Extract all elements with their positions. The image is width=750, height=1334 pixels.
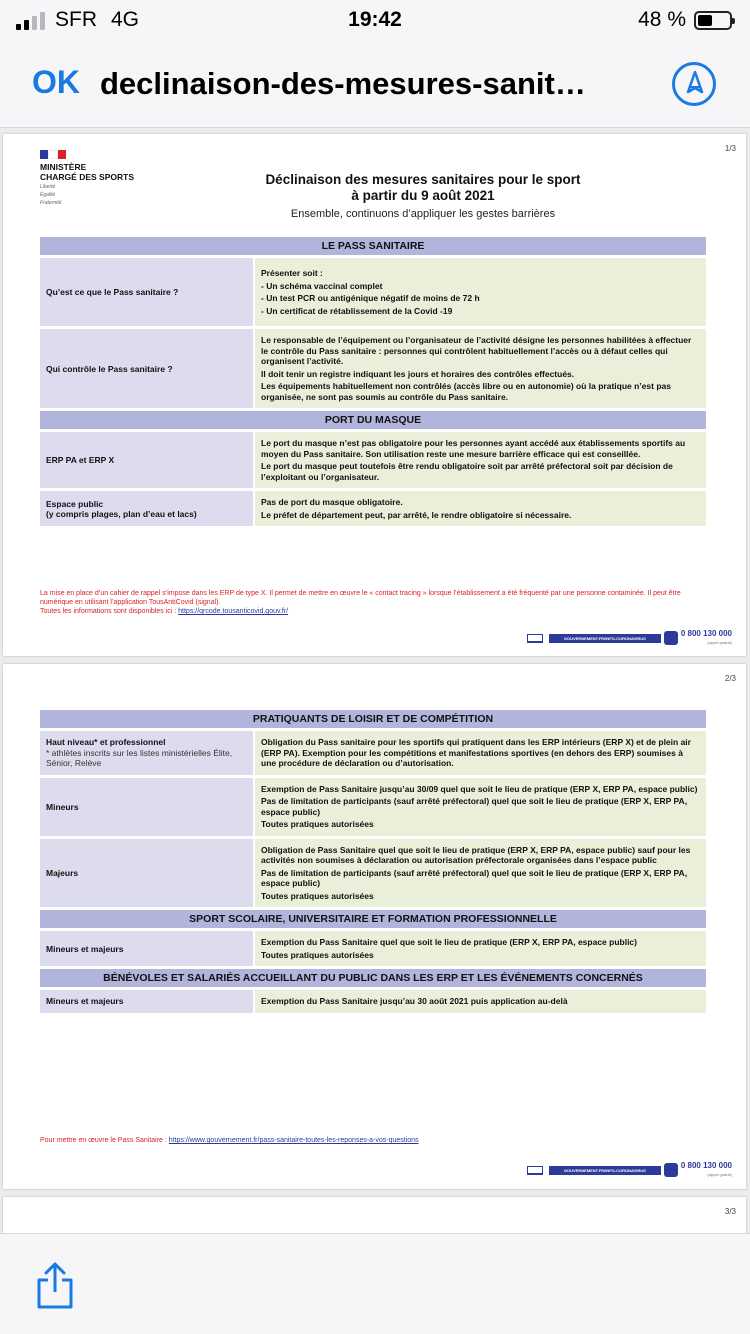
table-row: Qui contrôle le Pass sanitaire ? Le responsable de l’équipement ou l’organisateur de l’activité désigne les personnes habilitées à effectuer le contrôle du Pass sanitaire : personnes qui contrôlent habituellement l’accès ou à défaut celles qui organisent l’activité. Il doit tenir un registre indiquant les jours et horaires des contrôles effectués. Les équipements habituellement non contrôlés (accès libre ou en autonomie) où la pratique n’est pas organisée, ne sont pas soumis au contrôle du Pass sanitaire.	[40, 329, 706, 408]
navigation-bar	[0, 40, 750, 128]
contact-tracing-note: La mise en place d’un cahier de rappel s’impose dans les ERP de type X. Il permet de mettre en œuvre le « contact tracing » lorsque l’établissement a été fréquenté par une personne contaminée. Il peut être numérique en utilisant l’application TousAntiCovid (signal). Toutes les informations sont disponibles ici : https://qrcode.tousanticovid.gouv.fr/	[40, 590, 681, 615]
french-flag-icon	[40, 150, 66, 159]
table-row: Mineurs Exemption de Pass Sanitaire jusqu’au 30/09 quel que soit le lieu de pratique (ERP X, ERP PA, espace public) Pas de limitation de participants (sauf arrêté préfectoral) quel que soit le lieu de pratique (ERP X, ERP PA, espace public) Toutes pratiques autorisées	[40, 778, 706, 836]
bottom-toolbar	[0, 1233, 750, 1334]
ok-button[interactable]: OK	[32, 64, 80, 100]
ministry-logo: MINISTÈRE CHARGÉ DES SPORTS Liberté Égalité Fraternité	[40, 150, 160, 206]
table-row: Majeurs Obligation de Pass Sanitaire quel que soit le lieu de pratique (ERP X, ERP PA, espace public) sauf pour les activités non soumises à déclaration ou autorisation préfectorale organisées dans l’espace public Pas de limitation de participants (sauf arrêté préfectoral) quel que soit le lieu de pratique (ERP X, ERP PA, espace public) Toutes pratiques autorisées	[40, 839, 706, 908]
pass-sanitaire-table	[40, 234, 706, 529]
phone-icon	[664, 1163, 678, 1177]
section-header: LE PASS SANITAIRE	[40, 237, 706, 255]
section-header: PORT DU MASQUE	[40, 411, 706, 429]
network-type: 4G	[111, 8, 140, 31]
page-title: Déclinaison des mesures sanitaires pour le sport à partir du 9 août 2021	[265, 172, 581, 203]
section-header: SPORT SCOLAIRE, UNIVERSITAIRE ET FORMATION PROFESSIONNELLE	[40, 910, 706, 928]
table-row: Mineurs et majeurs Exemption du Pass Sanitaire jusqu’au 30 août 2021 puis application au-delà	[40, 990, 706, 1013]
practitioners-table	[40, 707, 706, 1016]
pdf-page-1	[3, 134, 746, 656]
phone-icon	[664, 631, 678, 645]
battery-percent: 48 %	[638, 8, 686, 31]
table-row: Qu’est ce que le Pass sanitaire ? Présenter soit : - Un schéma vaccinal complet - Un test PCR ou antigénique négatif de moins de 72 h - Un certificat de rétablissement de la Covid -19	[40, 258, 706, 326]
gov-banner: GOUVERNEMENT.FR/INFO-CORONAVIRUS 0 800 130 000 (appel gratuit)	[527, 1161, 732, 1179]
pdf-page-3	[3, 1197, 746, 1233]
pdf-viewer[interactable]	[0, 128, 750, 1233]
pdf-page-2	[3, 664, 746, 1189]
carrier-label: SFR	[55, 8, 97, 31]
section-header: PRATIQUANTS DE LOISIR ET DE COMPÉTITION	[40, 710, 706, 728]
table-row: Espace public (y compris plages, plan d’eau et lacs) Pas de port du masque obligatoire. Le préfet de département peut, par arrêté, le rendre obligatoire si nécessaire.	[40, 491, 706, 526]
status-bar	[0, 0, 750, 40]
table-row: ERP PA et ERP X Le port du masque n’est pas obligatoire pour les personnes ayant accédé aux établissements sportifs au moyen du Pass sanitaire. Son utilisation reste une mesure barrière efficace qui est conseillée. Le port du masque peut toutefois être rendu obligatoire soit par arrêté préfectoral soit par décision de l’exploitant ou l’organisateur.	[40, 432, 706, 488]
gouvernement-link[interactable]: https://www.gouvernement.fr/pass-sanitaire-toutes-les-reponses-a-vos-questions	[168, 1137, 419, 1144]
battery-icon	[694, 11, 732, 30]
document-title: declinaison-des-mesures-sanit…	[100, 66, 586, 101]
page-number: 1/3	[724, 144, 736, 153]
section-header: BÉNÉVOLES ET SALARIÉS ACCUEILLANT DU PUBLIC DANS LES ERP ET LES ÉVÉNEMENTS CONCERNÉS	[40, 969, 706, 987]
page-number: 3/3	[724, 1207, 736, 1216]
table-row: Mineurs et majeurs Exemption du Pass Sanitaire quel que soit le lieu de pratique (ERP X, ERP PA, espace public) Toutes pratiques autorisées	[40, 931, 706, 966]
tousanticovid-link[interactable]: https://qrcode.tousanticovid.gouv.fr/	[178, 608, 289, 615]
laptop-icon	[527, 1166, 543, 1175]
pass-sanitaire-note: Pour mettre en œuvre le Pass Sanitaire : https://www.gouvernement.fr/pass-sanitaire-toutes-les-reponses-a-vos-questions	[40, 1137, 419, 1144]
gov-banner: GOUVERNEMENT.FR/INFO-CORONAVIRUS 0 800 130 000 (appel gratuit)	[527, 629, 732, 647]
laptop-icon	[527, 634, 543, 643]
page-number: 2/3	[724, 674, 736, 683]
markup-pen-icon[interactable]	[672, 62, 716, 106]
share-icon[interactable]	[34, 1262, 76, 1315]
page-subtitle: Ensemble, continuons d’appliquer les gestes barrières	[290, 208, 556, 220]
clock: 19:42	[348, 8, 402, 31]
table-row: Haut niveau* et professionnel * athlètes inscrits sur les listes ministérielles Élite, Sénior, Relève Obligation du Pass sanitaire pour les sportifs qui pratiquent dans les ERP intérieurs (ERP X) et de plein air (ERP PA). Exemption pour les compétitions et manifestations sportives (en dehors des ERP) soumises à une procédure de déclaration ou d’autorisation.	[40, 731, 706, 775]
